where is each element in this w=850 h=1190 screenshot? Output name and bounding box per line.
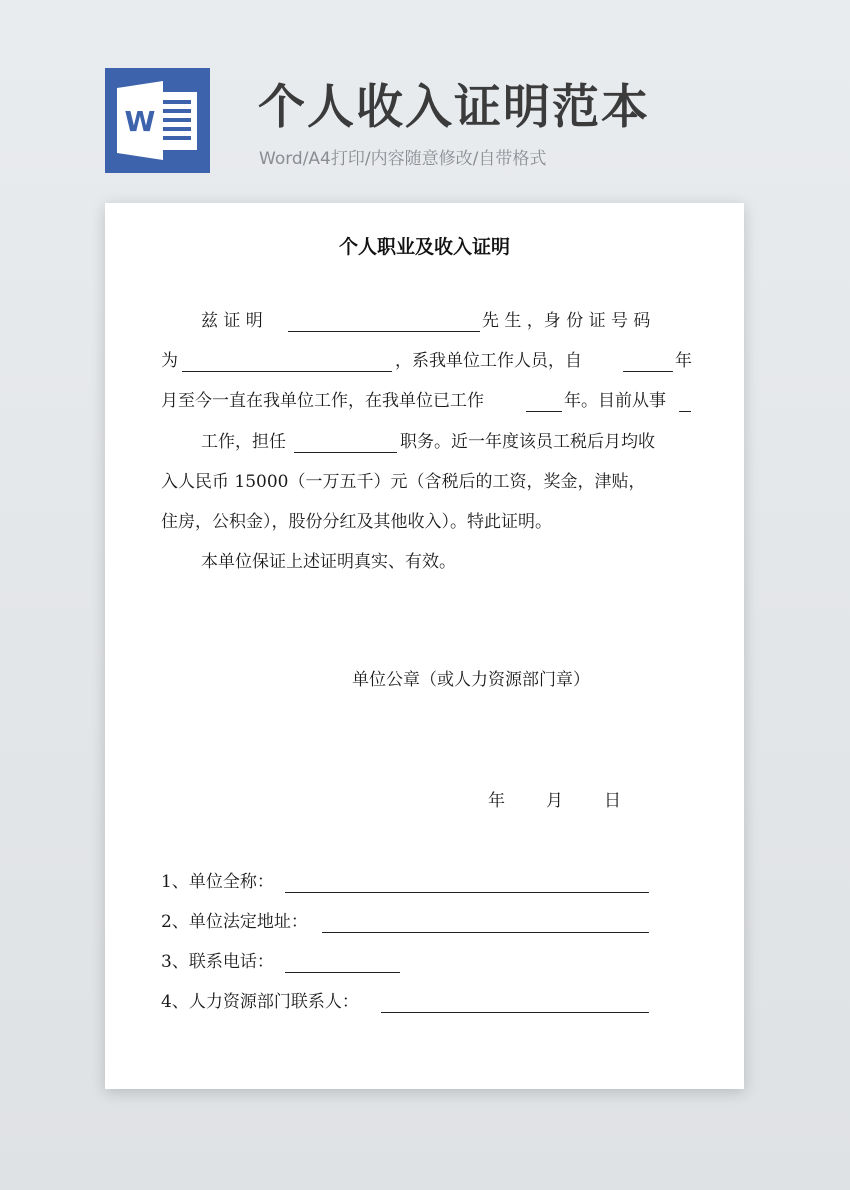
field-phone-label: 3、联系电话： <box>161 952 274 972</box>
start-year-blank[interactable] <box>623 371 673 372</box>
page-title: 个人收入证明范本 <box>258 80 650 135</box>
document-page <box>105 203 744 1089</box>
body-line-3b: 年。目前从事 <box>564 391 666 411</box>
date-year-label: 年 <box>488 791 505 811</box>
body-line-1b: 先 生 ，身 份 证 号 码 <box>482 311 651 331</box>
name-blank[interactable] <box>288 331 480 332</box>
body-line-4b: 职务。近一年度该员工税后月均收 <box>400 432 655 452</box>
occupation-blank[interactable] <box>679 411 691 412</box>
field-hr-contact-label: 4、人力资源部门联系人： <box>161 992 359 1012</box>
date-day-label: 日 <box>604 791 621 811</box>
document-title: 个人职业及收入证明 <box>338 236 510 258</box>
id-number-blank[interactable] <box>182 371 392 372</box>
body-line-4: 工作，担任 <box>201 432 286 452</box>
body-line-2: 为 <box>161 351 178 371</box>
body-line-2c: 年 <box>675 351 692 371</box>
seal-label: 单位公章（或人力资源部门章） <box>352 670 590 690</box>
body-line-1: 兹 证 明 <box>201 311 263 331</box>
body-line-5: 入人民币 15000（一万五千）元（含税后的工资，奖金，津贴， <box>161 472 646 492</box>
date-month-label: 月 <box>546 791 563 811</box>
word-logo-icon <box>105 68 210 173</box>
body-line-3: 月至今一直在我单位工作，在我单位已工作 <box>161 391 484 411</box>
phone-input[interactable] <box>285 972 400 973</box>
body-line-6: 住房，公积金），股份分红及其他收入）。特此证明。 <box>161 512 552 532</box>
position-blank[interactable] <box>294 452 397 453</box>
svg-text:W: W <box>124 105 156 138</box>
hr-contact-input[interactable] <box>381 1012 649 1013</box>
company-address-input[interactable] <box>322 932 649 933</box>
body-line-7: 本单位保证上述证明真实、有效。 <box>201 552 456 572</box>
page-subtitle: Word/A4打印/内容随意修改/自带格式 <box>259 149 547 169</box>
company-name-input[interactable] <box>285 892 649 893</box>
field-company-address-label: 2、单位法定地址： <box>161 912 308 932</box>
field-company-name-label: 1、单位全称： <box>161 872 274 892</box>
body-line-2b: ，系我单位工作人员，自 <box>395 351 582 371</box>
years-worked-blank[interactable] <box>526 411 562 412</box>
